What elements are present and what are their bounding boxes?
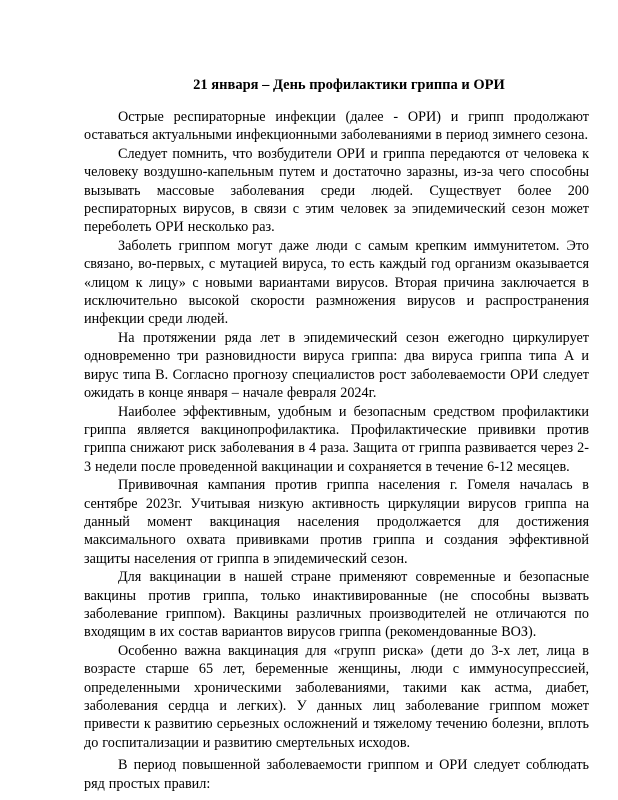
paragraph-vaccines: Для вакцинации в нашей стране применяют современные и безопасные вакцины против гриппа, только инактивированные (не способны вызвать заболевание гриппом). Вакцины различных производителей не отличаются по входящим в их состав вариантов вирусов гриппа (рекомендованные ВОЗ). bbox=[84, 569, 589, 641]
paragraph-rules: В период повышенной заболеваемости гриппом и ОРИ следует соблюдать ряд простых правил: bbox=[84, 757, 589, 792]
document-title: 21 января – День профилактики гриппа и ОРИ bbox=[193, 77, 505, 93]
paragraph-immunity: Заболеть гриппом могут даже люди с самым крепким иммунитетом. Это связано, во-первых, с мутацией вируса, то есть каждый год организм оказывается «лицом к лицу» с новыми вариантами вирусов. Вторая причина заключается в исключительно высокой скорости размножения вирусов и распространения инфекции среди людей. bbox=[84, 237, 589, 328]
paragraph-risk-groups: Особенно важна вакцинация для «групп риска» (дети до 3-х лет, лица в возрасте старше 65 лет, беременные женщины, люди с иммуносупрессией, определенными хроническими заболеваниями, такими как астма, диабет, заболевания сердца и легких). У данных лиц заболевание гриппом может привести к развитию серьезных осложнений и тяжелому течению болезни, вплоть до госпитализации и развитию смертельных исходов. bbox=[84, 642, 589, 751]
paragraph-virus-types: На протяжении ряда лет в эпидемический сезон ежегодно циркулирует одновременно три разновидности вируса гриппа: два вируса гриппа типа А и вирус типа В. Согласно прогнозу специалистов рост заболеваемости ОРИ следует ожидать в конце января – начале февраля 2024г. bbox=[84, 329, 589, 402]
paragraph-vaccination: Наиболее эффективным, удобным и безопасным средством профилактики гриппа является вакцинопрофилактика. Профилактические прививки против гриппа снижают риск заболевания в 4 раза. Защита от гриппа развивается через 2-3 недели после проведенной вакцинации и сохраняется в течение 6-12 месяцев. bbox=[84, 403, 589, 475]
paragraph-transmission: Следует помнить, что возбудители ОРИ и гриппа передаются от человека к человеку воздушно-капельным путем и достаточно заразны, из-за чего способны вызывать массовые заболевания среди людей. Существует более 200 респираторных вирусов, в связи с этим человек за эпидемический сезон может переболеть ОРИ несколько раз. bbox=[84, 145, 589, 236]
document-body bbox=[84, 108, 589, 793]
paragraph-campaign: Прививочная кампания против гриппа населения г. Гомеля началась в сентябре 2023г. Учитывая низкую активность циркуляции вирусов гриппа на данный момент вакцинация населения продолжается для достижения максимального охвата прививками против гриппа и создания эффективной защиты населения от гриппа в эпидемический сезон. bbox=[84, 477, 589, 567]
paragraph-intro: Острые респираторные инфекции (далее - ОРИ) и грипп продолжают оставаться актуальными инфекционными заболеваниями в период зимнего сезона. bbox=[84, 109, 589, 144]
